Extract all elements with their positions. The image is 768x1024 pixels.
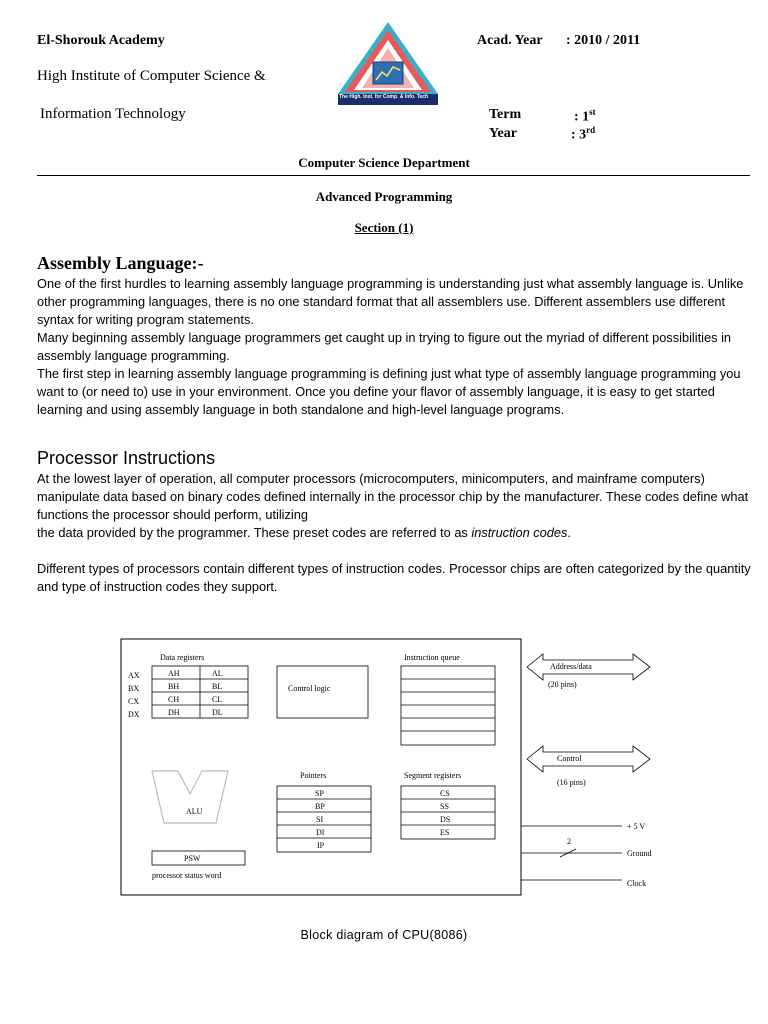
processor-heading: Processor Instructions	[37, 448, 216, 468]
processor-paragraph-1b: the data provided by the programmer. These preset codes are referred to as instruction codes.	[37, 525, 571, 540]
reg-cl: CL	[212, 695, 223, 704]
instruction-codes-term: instruction codes	[471, 525, 568, 540]
address-pins-label: (20 pins)	[548, 680, 577, 689]
ground-label: Ground	[627, 849, 652, 858]
reg-ch: CH	[168, 695, 180, 704]
department-title: Computer Science Department	[298, 155, 470, 170]
segment-registers-title: Segment registers	[404, 771, 462, 780]
assembly-heading: Assembly Language:-	[37, 253, 204, 273]
header-rule	[37, 175, 750, 176]
diagram-caption: Block diagram of CPU(8086)	[300, 928, 468, 942]
data-register-table	[152, 666, 248, 718]
assembly-paragraph-1: One of the first hurdles to learning assembly language programming is understanding just what assembly language is. Unlike other programming languages, there is no one standard format that all assemblers use. Different assemblers use different syntax for writing program statements.	[37, 276, 744, 327]
institute-line1: High Institute of Computer Science &	[37, 68, 266, 84]
segment-ss: SS	[440, 802, 449, 811]
clock-label: Clock	[627, 879, 647, 888]
segment-cs: CS	[440, 789, 450, 798]
reg-name-ax: AX	[128, 671, 140, 680]
pointer-bp: BP	[315, 802, 325, 811]
assembly-paragraph-2: Many beginning assembly language programmers get caught up in trying to figure out the myriad of different possibilities in assembly language programming.	[37, 330, 732, 363]
control-label: Control	[557, 754, 582, 763]
reg-name-bx: BX	[128, 684, 140, 693]
reg-dh: DH	[168, 708, 180, 717]
processor-paragraph-2: Different types of processors contain different types of instruction codes. Processor chips are often categorized by the quantity and type of instruction codes they support.	[37, 561, 751, 594]
control-pins-label: (16 pins)	[557, 778, 586, 787]
ground-count: 2	[567, 837, 571, 846]
pointer-sp: SP	[315, 789, 324, 798]
segment-es: ES	[440, 828, 450, 837]
acad-year-value: : 2010 / 2011	[566, 33, 641, 48]
pointer-di: DI	[316, 828, 325, 837]
processor-paragraph-1a: At the lowest layer of operation, all computer processors (microcomputers, minicomputers, and mainframe computers) manipulate data based on binary codes defined internally in the processor chip by the manufacturer. These codes define what functions the processor should perform, utilizing	[37, 471, 749, 522]
reg-ah: AH	[168, 669, 180, 678]
cpu-outline	[121, 639, 521, 895]
acad-year-label: Acad. Year	[477, 33, 543, 48]
reg-name-cx: CX	[128, 697, 140, 706]
term-label: Term	[489, 107, 522, 122]
assembly-body	[37, 275, 762, 419]
instruction-queue-title: Instruction queue	[404, 653, 460, 662]
power-label: + 5 V	[627, 822, 646, 831]
pointer-si: SI	[316, 815, 324, 824]
processor-body	[37, 470, 762, 596]
assembly-paragraph-3: The first step in learning assembly language programming is defining just what type of assembly language programming you want to (or need to) use in your environment. Once you define your flavor of assembly language, it is easy to get started learning and using assembly language in both standalone and high-level language programs.	[37, 366, 741, 417]
academy-name: El-Shorouk Academy	[37, 33, 165, 48]
reg-bl: BL	[212, 682, 223, 691]
psw-label: PSW	[184, 854, 201, 863]
alu-label: ALU	[186, 807, 203, 816]
logo-caption: The High. Inst. for Comp. & Info. Tech	[339, 94, 429, 100]
pointers-title: Pointers	[300, 771, 327, 780]
term-value: : 1st	[574, 107, 596, 125]
reg-name-dx: DX	[128, 710, 140, 719]
institute-logo	[336, 20, 440, 106]
segment-ds: DS	[440, 815, 451, 824]
year-value: : 3rd	[571, 125, 596, 143]
year-label: Year	[489, 126, 517, 141]
instruction-queue	[401, 666, 495, 745]
address-data-label: Address/data	[550, 662, 592, 671]
cpu-block-diagram	[0, 630, 768, 900]
reg-al: AL	[212, 669, 223, 678]
institute-line2: Information Technology	[40, 106, 186, 122]
control-arrow	[527, 746, 650, 772]
course-title: Advanced Programming	[315, 189, 453, 204]
control-logic-label: Control logic	[288, 684, 331, 693]
reg-dl: DL	[212, 708, 223, 717]
psw-caption: processor status word	[152, 871, 222, 880]
reg-bh: BH	[168, 682, 180, 691]
data-registers-title: Data registers	[160, 653, 205, 662]
section-title: Section (1)	[354, 220, 414, 235]
pointer-ip: IP	[317, 841, 325, 850]
